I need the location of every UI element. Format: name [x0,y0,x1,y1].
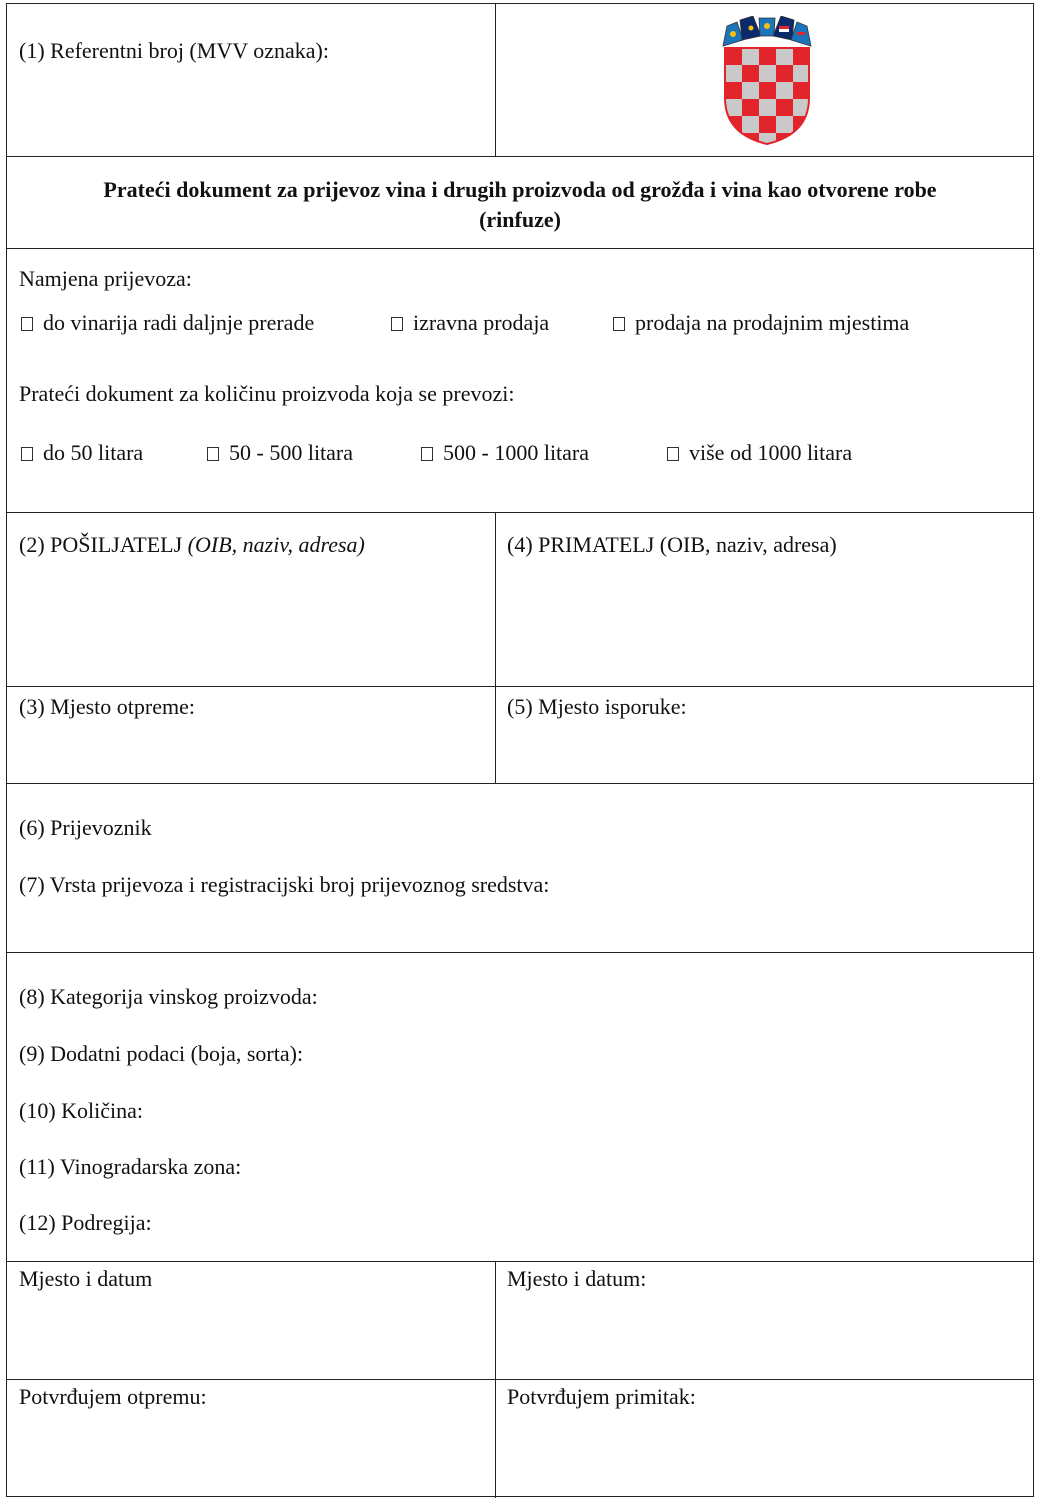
checkbox-icon[interactable] [207,447,219,461]
carrier-label: (6) Prijevoznik [19,815,152,840]
divider [495,512,496,784]
quantity-option-label: 50 - 500 litara [229,440,354,465]
quantity-option-500-1000[interactable] [421,440,589,466]
product-category-label: (8) Kategorija vinskog proizvoda: [19,984,318,1009]
document-title: Prateći dokument za prijevoz vina i drugih proizvoda od grožđa i vina kao otvorene robe [103,177,937,202]
purpose-option-label: prodaja na prodajnim mjestima [635,310,910,335]
purpose-option-point-of-sale[interactable] [613,310,909,336]
checkbox-icon[interactable] [667,447,679,461]
purpose-option-label: do vinarija radi daljnje prerade [43,310,315,335]
croatian-coat-of-arms-icon [717,16,817,146]
checkbox-icon[interactable] [613,317,625,331]
divider [7,512,1033,513]
divider [7,783,1033,784]
transport-purpose-label: Namjena prijevoza: [19,266,192,291]
divider [7,1261,1033,1262]
sender-title: (2) POŠILJATELJ [19,532,188,557]
place-date-left-label: Mjesto i datum [19,1266,153,1291]
checkbox-icon[interactable] [421,447,433,461]
divider [7,952,1033,953]
dispatch-place-label: (3) Mjesto otpreme: [19,694,195,719]
quantity-option-50-500[interactable] [207,440,353,466]
reference-number-label: (1) Referentni broj (MVV oznaka): [19,38,329,63]
subregion-label: (12) Podregija: [19,1210,152,1235]
purpose-option-label: izravna prodaja [413,310,550,335]
document-title-continued: (rinfuze) [479,207,561,232]
delivery-place-label: (5) Mjesto isporuke: [507,694,687,719]
quantity-option-label: do 50 litara [43,440,144,465]
quantity-option-up-to-50[interactable] [21,440,143,466]
divider [7,248,1033,249]
additional-data-label: (9) Dodatni podaci (boja, sorta): [19,1041,304,1066]
amount-label: (10) Količina: [19,1098,144,1123]
confirm-dispatch-label: Potvrđujem otpremu: [19,1384,207,1409]
quantity-option-label: 500 - 1000 litara [443,440,590,465]
divider [495,1261,496,1498]
divider [7,686,1033,687]
checkbox-icon[interactable] [391,317,403,331]
checkbox-icon[interactable] [21,317,33,331]
purpose-option-direct-sale[interactable] [391,310,549,336]
quantity-option-over-1000[interactable] [667,440,852,466]
sender-label [19,532,365,558]
quantity-option-label: više od 1000 litara [689,440,853,465]
quantity-label: Prateći dokument za količinu proizvoda koja se prevozi: [19,381,515,406]
divider [495,4,496,156]
divider [7,1379,1033,1380]
sender-hint: (OIB, naziv, adresa) [187,532,365,557]
transport-document-form [6,3,1034,1497]
divider [7,156,1033,157]
purpose-option-winery[interactable] [21,310,314,336]
confirm-receipt-label: Potvrđujem primitak: [507,1384,696,1409]
place-date-right-label: Mjesto i datum: [507,1266,647,1291]
vehicle-label: (7) Vrsta prijevoza i registracijski broj prijevoznog sredstva: [19,872,550,897]
wine-zone-label: (11) Vinogradarska zona: [19,1154,242,1179]
receiver-label: (4) PRIMATELJ (OIB, naziv, adresa) [507,532,837,557]
checkbox-icon[interactable] [21,447,33,461]
